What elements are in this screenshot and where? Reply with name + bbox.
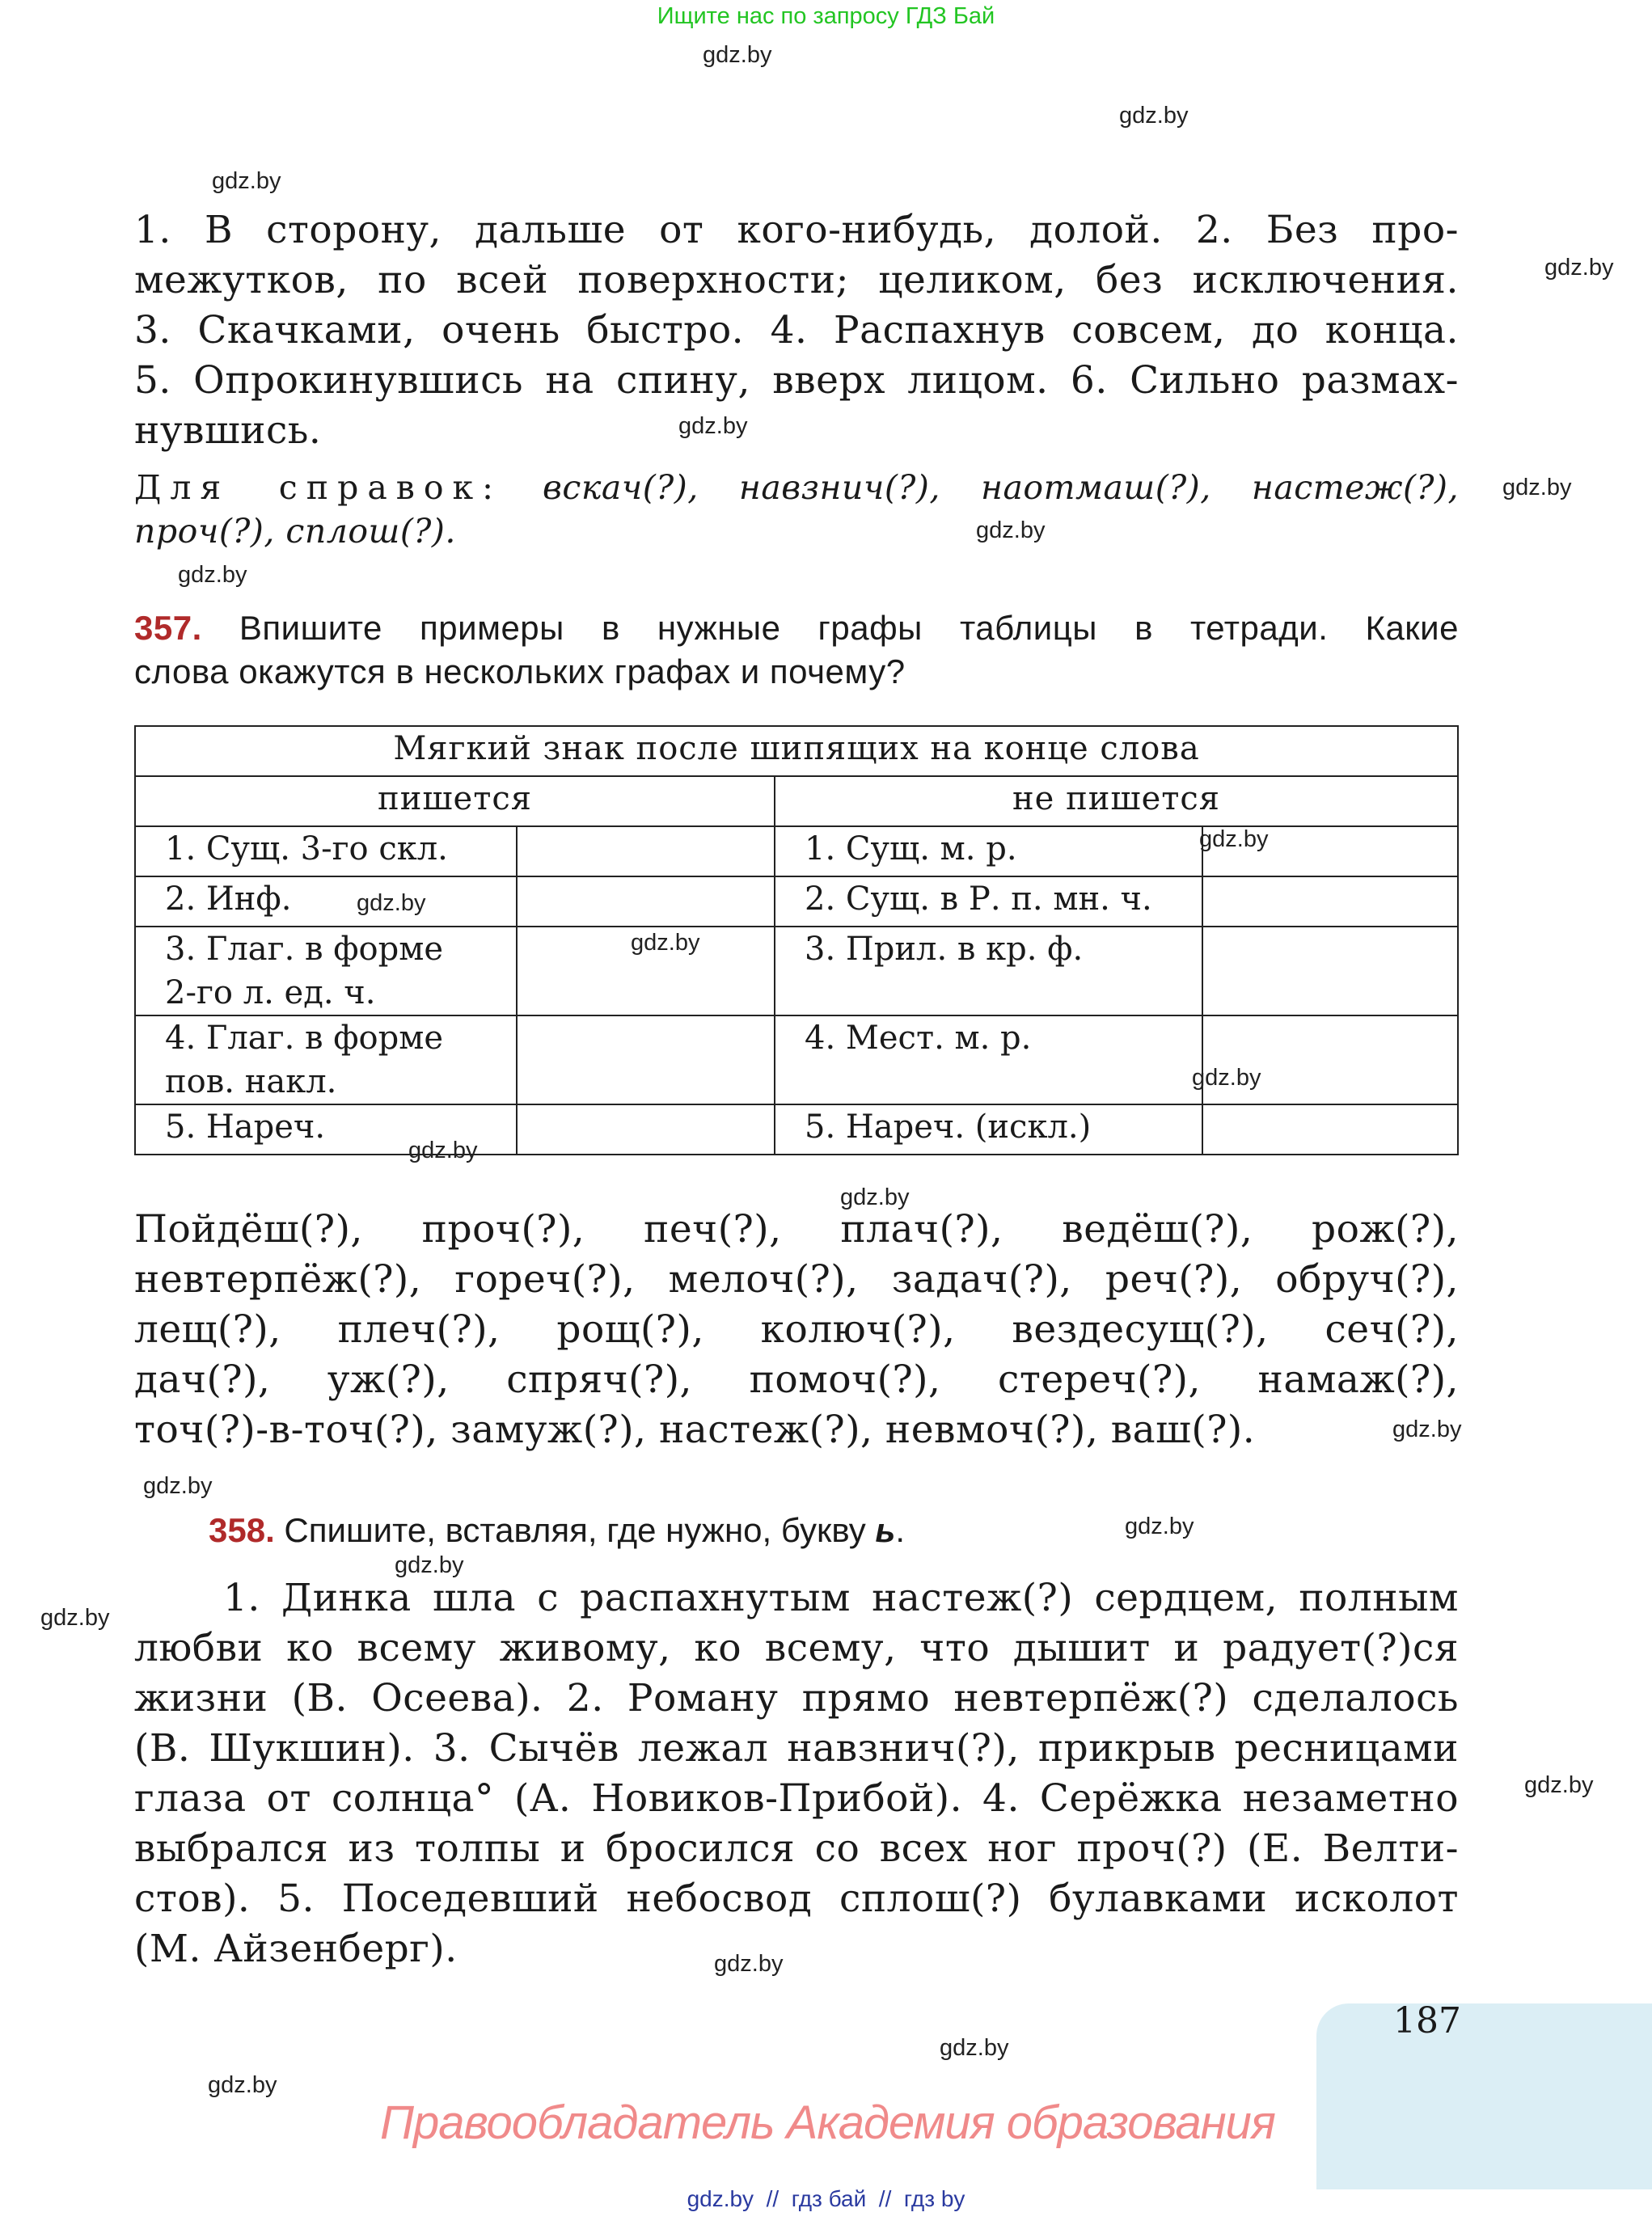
watermark: gdz.by (1119, 103, 1189, 129)
empty-cell (1202, 1104, 1458, 1155)
text-line: любви ко всему живому, ко всему, что дышит и радует(?)ся (134, 1626, 1459, 1670)
text-line: стов). 5. Поседевший небосвод сплош(?) булавками исколот (134, 1877, 1459, 1921)
watermark: gdz.by (1502, 475, 1572, 500)
empty-cell (1202, 826, 1458, 876)
watermark: gdz.by (1544, 255, 1614, 281)
table-row (135, 1104, 1458, 1155)
text-line: лещ(?), плеч(?), рощ(?), колюч(?), вездесущ(?), сеч(?), (134, 1307, 1459, 1352)
text-line: глаза от солнца° (А. Новиков-Прибой). 4. Серёжка незаметно (134, 1776, 1459, 1821)
task-358-header: 358. Спишите, вставляя, где нужно, букву ь. (209, 1511, 906, 1549)
text-line: дач(?), уж(?), спряч(?), помоч(?), стереч(?), намаж(?), (134, 1357, 1459, 1402)
watermark: gdz.by (40, 1605, 110, 1631)
empty-cell (1202, 876, 1458, 927)
exercise-instruction: Спишите, вставляя, где нужно, букву (284, 1511, 866, 1549)
text-line: 5. Опрокинувшись на спину, вверх лицом. 6. Сильно размах- (134, 358, 1459, 403)
watermark: gdz.by (408, 1138, 478, 1163)
watermark: gdz.by (178, 562, 247, 588)
text-line: точ(?)-в-точ(?), замуж(?), настеж(?), невмоч(?), ваш(?). (134, 1408, 1256, 1452)
task-358-text (134, 1573, 1459, 1974)
table-cell: 1. Сущ. м. р. (775, 826, 1202, 876)
table-cell: 4. Глаг. в форме пов. накл. (135, 1015, 517, 1104)
reference-label: Для справок: (134, 468, 502, 507)
reference-block (134, 466, 1459, 553)
empty-cell (1202, 927, 1458, 1015)
table-row (135, 876, 1458, 927)
watermark: gdz.by (395, 1552, 464, 1578)
text-line: 1. Динка шла с распахнутым настеж(?) сердцем, полным (223, 1576, 1459, 1620)
table-cell: 3. Глаг. в форме 2-го л. ед. ч. (135, 927, 517, 1015)
watermark: gdz.by (1392, 1416, 1462, 1442)
watermark: gdz.by (703, 42, 772, 68)
column-header: не пишется (775, 776, 1458, 826)
footer-links: gdz.by // гдз бай // гдз by (687, 2186, 965, 2211)
reference-words: вскач(?), навзнич(?), наотмаш(?), настеж(?), (543, 468, 1459, 507)
table-cell: 2. Сущ. в Р. п. мн. ч. (775, 876, 1202, 927)
watermark: gdz.by (1125, 1514, 1194, 1539)
table-row (135, 1015, 1458, 1104)
highlighted-letter: ь (875, 1511, 896, 1549)
empty-cell (517, 1104, 775, 1155)
text-line: выбрался из толпы и бросился со всех ног проч(?) (Е. Велти- (134, 1826, 1459, 1871)
exercise-number: 358. (209, 1511, 275, 1549)
watermark: gdz.by (840, 1184, 910, 1210)
watermark: gdz.by (678, 413, 748, 439)
reference-words: проч(?), сплош(?). (134, 512, 456, 551)
text-line: межутков, по всей поверхности; целиком, без исключения. (134, 258, 1459, 302)
empty-cell (517, 826, 775, 876)
text-line: жизни (В. Осеева). 2. Роману прямо невтерпёж(?) сделалось (134, 1676, 1459, 1720)
watermark: gdz.by (631, 930, 700, 956)
text-line: (В. Шукшин). 3. Сычёв лежал навзнич(?), прикрыв ресницами (134, 1726, 1459, 1771)
text-line: 3. Скачками, очень быстро. 4. Распахнув совсем, до конца. (134, 308, 1459, 353)
table-cell: 5. Нареч. (искл.) (775, 1104, 1202, 1155)
empty-cell (517, 927, 775, 1015)
watermark: gdz.by (976, 517, 1046, 543)
empty-cell (517, 1015, 775, 1104)
watermark: gdz.by (208, 2072, 277, 2098)
table-cell: 3. Прил. в кр. ф. (775, 927, 1202, 1015)
table-cell: 4. Мест. м. р. (775, 1015, 1202, 1104)
task-357-header (134, 606, 1459, 694)
text-line: (М. Айзенберг). (134, 1927, 458, 1971)
empty-cell (517, 876, 775, 927)
table-cell: 1. Сущ. 3-го скл. (135, 826, 517, 876)
page-number: 187 (1393, 2000, 1461, 2041)
task-356-text (134, 205, 1459, 456)
table-cell: 5. Нареч. (135, 1104, 517, 1155)
exercise-number: 357. (134, 609, 202, 647)
watermark: gdz.by (940, 2035, 1009, 2061)
exercise-instruction: слова окажутся в нескольких графах и почему? (134, 652, 906, 690)
watermark: gdz.by (212, 168, 281, 194)
search-banner: Ищите нас по запросу ГДЗ Бай (657, 3, 995, 29)
text-line: невтерпёж(?), гореч(?), мелоч(?), задач(?), реч(?), обруч(?), (134, 1257, 1459, 1302)
table-row (135, 927, 1458, 1015)
exercise-instruction: Впишите примеры в нужные графы таблицы в тетради. Какие (239, 609, 1460, 647)
page-number-box (1316, 2003, 1652, 2189)
watermark: gdz.by (357, 890, 426, 916)
empty-cell (1202, 1015, 1458, 1104)
watermark: gdz.by (143, 1473, 213, 1499)
column-header: пишется (135, 776, 775, 826)
table-row (135, 826, 1458, 876)
table-cell: 2. Инф. (135, 876, 517, 927)
text-line: Пойдёш(?), проч(?), печ(?), плач(?), ведёш(?), рож(?), (134, 1207, 1459, 1252)
copyright-line: Правообладатель Академия образования (380, 2096, 1275, 2149)
table-title: Мягкий знак после шипящих на конце слова (135, 726, 1458, 776)
watermark: gdz.by (1192, 1065, 1261, 1091)
watermark: gdz.by (714, 1951, 784, 1977)
watermark: gdz.by (1524, 1772, 1594, 1798)
watermark: gdz.by (1199, 826, 1269, 852)
task-357-words (134, 1205, 1462, 1455)
soft-sign-table (134, 725, 1459, 1155)
text-line: нувшись. (134, 408, 322, 453)
text-line: 1. В сторону, дальше от кого-нибудь, долой. 2. Без про- (134, 208, 1459, 252)
